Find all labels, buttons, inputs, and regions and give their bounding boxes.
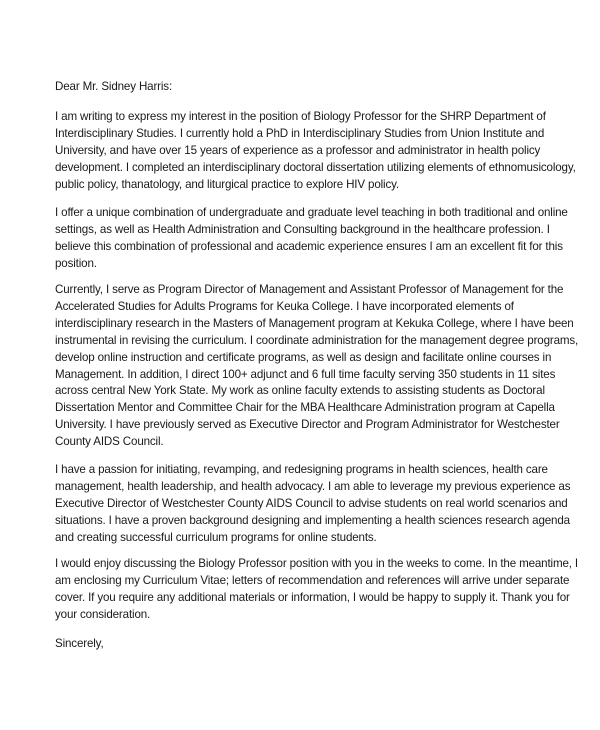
paragraph-combination bbox=[55, 205, 568, 273]
paragraph-line: Executive Director of Westchester County AIDS Council to advise students on real world scenarios and bbox=[55, 496, 568, 510]
paragraph-line: instrumental in revising the curriculum. I coordinate administration for the management degree programs, bbox=[55, 333, 579, 347]
closing bbox=[55, 636, 104, 653]
paragraph-passion bbox=[55, 462, 570, 547]
paragraph-line: Accelerated Studies for Adults Programs for Keuka College. I have incorporated elements of bbox=[55, 299, 514, 313]
paragraph-line: University. I have previously served as Executive Director and Program Administrator for Westchester bbox=[55, 418, 560, 432]
paragraph-intro bbox=[55, 109, 576, 194]
paragraph-line: University, and have over 15 years of experience as a professor and administrator in health policy bbox=[55, 143, 541, 157]
paragraph-current-role bbox=[55, 282, 578, 451]
paragraph-line: develop online instruction and certificate programs, as well as design and facilitate online courses in bbox=[55, 350, 552, 364]
paragraph-line: am enclosing my Curriculum Vitae; letters of recommendation and references will arrive under separate bbox=[55, 573, 570, 587]
paragraph-line: situations. I have a proven background designing and implementing a health sciences research agenda bbox=[55, 513, 570, 527]
paragraph-line: public policy, thanatology, and liturgical practice to explore HIV policy. bbox=[55, 177, 399, 191]
paragraph-line: I offer a unique combination of undergraduate and graduate level teaching in both traditional and online bbox=[55, 206, 568, 219]
paragraph-line: development. I completed an interdisciplinary doctoral dissertation utilizing elements of ethnomusicology, bbox=[55, 160, 576, 174]
paragraph-line: your consideration. bbox=[55, 607, 151, 621]
salutation bbox=[55, 79, 172, 96]
paragraph-line: Currently, I serve as Program Director of Management and Assistant Professor of Management for the bbox=[55, 283, 564, 296]
paragraph-line: across central New York State. My work as online faculty extends to assisting students as Doctoral bbox=[55, 384, 545, 398]
paragraph-closing bbox=[55, 556, 578, 624]
paragraph-line: interdisciplinary research in the Masters of Management program at Kekuka College, where I have been bbox=[55, 316, 574, 330]
paragraph-line: Interdisciplinary Studies. I currently hold a PhD in Interdisciplinary Studies from Union Institute and bbox=[55, 126, 545, 140]
paragraph-line: position. bbox=[55, 256, 97, 270]
closing-text: Sincerely, bbox=[55, 637, 104, 650]
paragraph-line: I am writing to express my interest in the position of Biology Professor for the SHRP Department of bbox=[55, 110, 546, 123]
paragraph-line: I have a passion for initiating, revamping, and redesigning programs in health sciences, health care bbox=[55, 463, 548, 476]
paragraph-line: cover. If you require any additional materials or information, I would be happy to supply it. Thank you for bbox=[55, 590, 570, 604]
paragraph-line: I would enjoy discussing the Biology Professor position with you in the weeks to come. In the meantime, I bbox=[55, 557, 578, 570]
paragraph-line: Management. In addition, I direct 100+ adjunct and 6 full time faculty serving 350 students in 11 sites bbox=[55, 367, 556, 381]
paragraph-line: believe this combination of professional and academic experience ensures I am an excellent fit for this bbox=[55, 239, 563, 253]
paragraph-line: County AIDS Council. bbox=[55, 435, 164, 449]
salutation-text: Dear Mr. Sidney Harris: bbox=[55, 80, 173, 93]
paragraph-line: management, health leadership, and health advocacy. I am able to leverage my previous experience as bbox=[55, 479, 571, 493]
paragraph-line: and creating successful curriculum programs for online students. bbox=[55, 530, 377, 544]
paragraph-line: Dissertation Mentor and Committee Chair for the MBA Healthcare Administration program at Capella bbox=[55, 401, 555, 415]
paragraph-line: settings, as well as Health Administration and Consulting background in the healthcare profession. I bbox=[55, 222, 550, 236]
